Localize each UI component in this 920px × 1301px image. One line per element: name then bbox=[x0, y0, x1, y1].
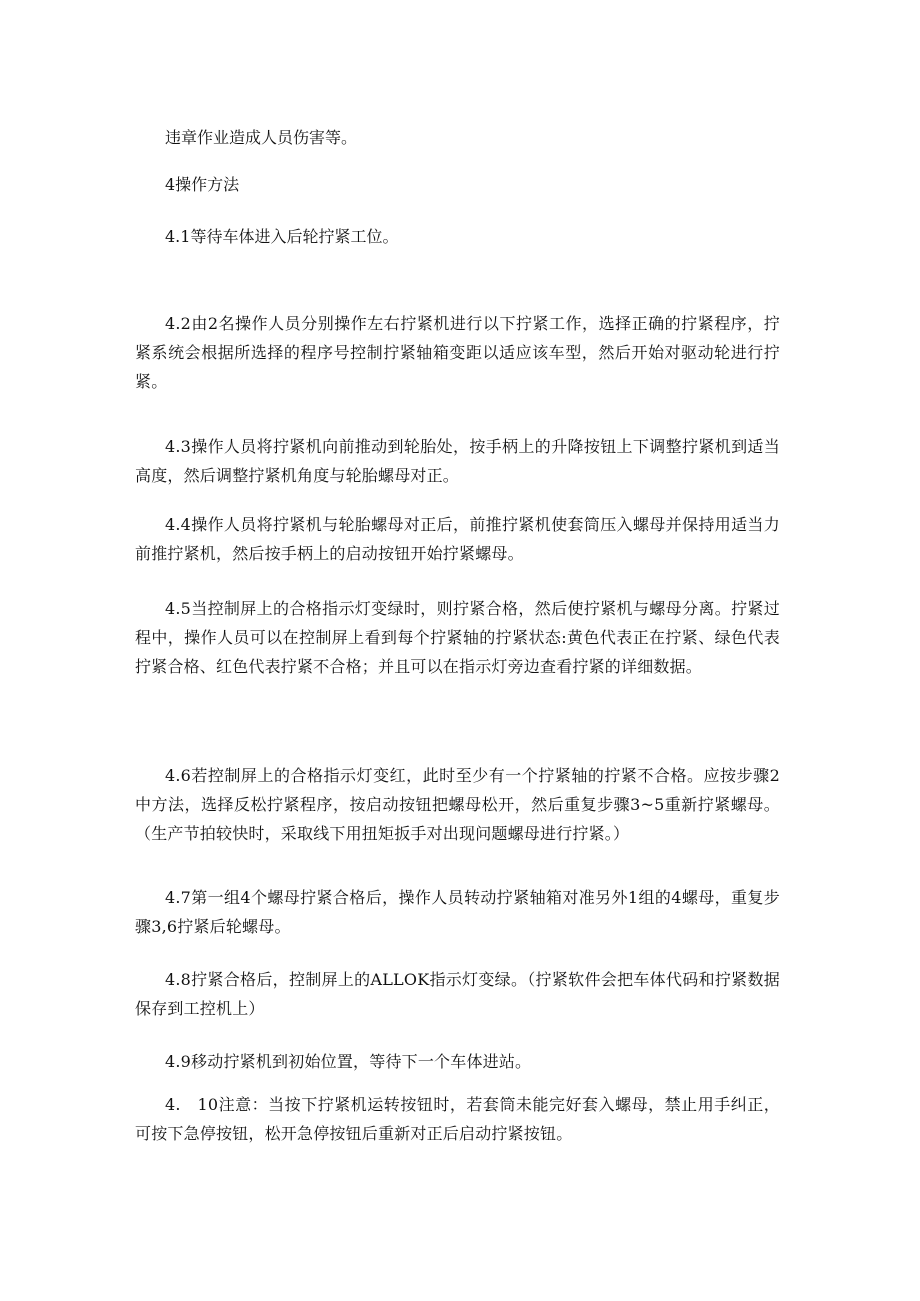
step-4-3: 4.3操作人员将拧紧机向前推动到轮胎处，按手柄上的升降按钮上下调整拧紧机到适当高度，然后调整拧紧机角度与轮胎螺母对正。 bbox=[135, 437, 780, 485]
step-4-4: 4.4操作人员将拧紧机与轮胎螺母对正后，前推拧紧机使套筒压入螺母并保持用适当力前推拧紧机，然后按手柄上的启动按钮开始拧紧螺母。 bbox=[135, 515, 780, 563]
paragraph-continuation: 违章作业造成人员伤害等。 bbox=[165, 128, 358, 147]
step-4-9: 4.9移动拧紧机到初始位置，等待下一个车体进站。 bbox=[165, 1052, 532, 1071]
step-4-2: 4.2由2名操作人员分别操作左右拧紧机进行以下拧紧工作，选择正确的拧紧程序，拧紧系统会根据所选择的程序号控制拧紧轴箱变距以适应该车型，然后开始对驱动轮进行拧紧。 bbox=[135, 314, 780, 391]
step-4-1: 4.1等待车体进入后轮拧紧工位。 bbox=[165, 227, 399, 246]
step-4-5: 4.5当控制屏上的合格指示灯变绿时，则拧紧合格，然后使拧紧机与螺母分离。拧紧过程中，操作人员可以在控制屏上看到每个拧紧轴的拧紧状态:黄色代表正在拧紧、绿色代表拧紧合格、红色代表拧紧不合格；并且可以在指示灯旁边查看拧紧的详细数据。 bbox=[135, 599, 780, 676]
step-4-8: 4.8拧紧合格后，控制屏上的ALLOK指示灯变绿。（拧紧软件会把车体代码和拧紧数据保存到工控机上） bbox=[135, 970, 780, 1018]
step-4-10-note: 4. 10注意：当按下拧紧机运转按钮时，若套筒未能完好套入螺母，禁止用手纠正，可按下急停按钮，松开急停按钮后重新对正后启动拧紧按钮。 bbox=[135, 1095, 780, 1143]
step-4-7: 4.7第一组4个螺母拧紧合格后，操作人员转动拧紧轴箱对准另外1组的4螺母，重复步骤3,6拧紧后轮螺母。 bbox=[135, 888, 780, 936]
step-4-6: 4.6若控制屏上的合格指示灯变红，此时至少有一个拧紧轴的拧紧不合格。应按步骤2中方法，选择反松拧紧程序，按启动按钮把螺母松开，然后重复步骤3~5重新拧紧螺母。（生产节拍较快时，采取线下用扭矩扳手对出现问题螺母进行拧紧。） bbox=[135, 766, 780, 843]
section-heading-operation-method: 4操作方法 bbox=[165, 175, 240, 194]
